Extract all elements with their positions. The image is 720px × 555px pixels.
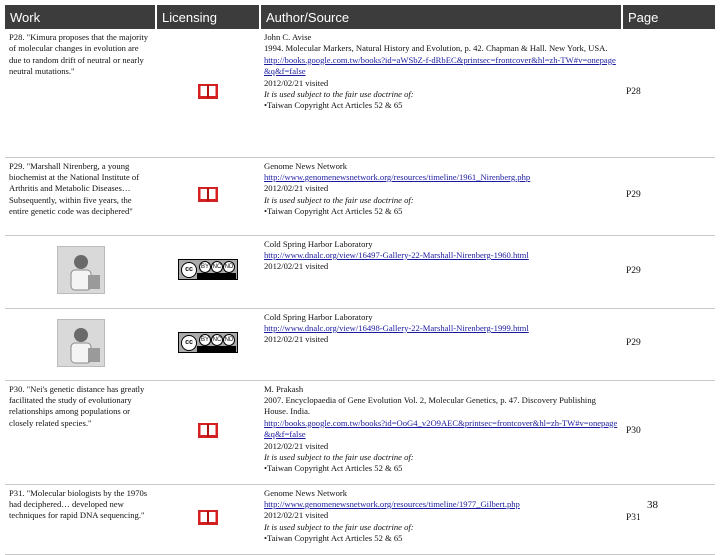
book-icon	[198, 422, 218, 439]
work-text: P29. "Marshall Nirenberg, a young biochemist at the National Institute of Arthritis and Metabolic Diseases… Subsequently, within five years, the entire genetic code was deciphered"	[9, 160, 140, 217]
page-ref: P30	[626, 426, 641, 437]
cc-icon: cc	[181, 262, 197, 278]
source-line: Genome News Network	[264, 487, 348, 498]
page-cell	[622, 484, 715, 554]
source-cell	[260, 308, 622, 380]
table-header-row	[5, 5, 715, 29]
book-icon	[198, 509, 218, 526]
source-line: 2007. Encyclopaedia of Gene Evolution Vol. 2, Molecular Genetics, p. 47. Discovery Publishing House. India.	[264, 394, 596, 417]
by-icon: BY	[199, 334, 211, 346]
source-line: 2012/02/21 visited	[264, 77, 329, 88]
book-icon	[198, 83, 218, 100]
table-row	[5, 235, 715, 308]
source-line: •Taiwan Copyright Act Articles 52 & 65	[264, 463, 403, 474]
page-ref: P29	[626, 190, 641, 201]
source-line: It is used subject to the fair use doctrine of:	[264, 521, 414, 532]
source-line: Cold Spring Harbor Laboratory	[264, 238, 373, 249]
work-text: P31. "Molecular biologists by the 1970s had deciphered… developed new techniques for rapid DNA sequencing."	[9, 487, 148, 521]
source-line: 2012/02/21 visited	[264, 261, 329, 272]
nd-icon: ND	[223, 334, 235, 346]
source-line: 2012/02/21 visited	[264, 440, 329, 451]
source-line: 2012/02/21 visited	[264, 334, 329, 345]
nd-icon: ND	[223, 261, 235, 273]
credits-table	[5, 5, 715, 555]
table-row	[5, 29, 715, 157]
cc-by-nc-nd-badge	[178, 259, 238, 280]
source-line: It is used subject to the fair use doctrine of:	[264, 451, 414, 462]
work-cell	[5, 235, 156, 308]
cc-by-nc-nd-badge	[178, 332, 238, 353]
source-link[interactable]: http://books.google.com.tw/books?id=aWSbZ-f-dRbEC&printsec=frontcover&hl=zh-TW#v=onepage&q&f=false	[264, 54, 616, 77]
licensing-cell	[156, 484, 260, 554]
work-cell	[5, 308, 156, 380]
licensing-cell	[156, 29, 260, 157]
source-line: 2012/02/21 visited	[264, 183, 329, 194]
work-text: P28. "Kimura proposes that the majority of molecular changes in evolution are due to random drift of neutral or nearly neutral mutations."	[9, 32, 149, 77]
header-author-source: Author/Source	[260, 5, 622, 29]
source-line: •Taiwan Copyright Act Articles 52 & 65	[264, 533, 403, 544]
source-line: •Taiwan Copyright Act Articles 52 & 65	[264, 100, 403, 111]
page-cell	[622, 29, 715, 157]
licensing-cell	[156, 380, 260, 484]
work-cell	[5, 484, 156, 554]
book-icon	[198, 186, 218, 203]
header-licensing: Licensing	[156, 5, 260, 29]
source-line: It is used subject to the fair use doctrine of:	[264, 194, 414, 205]
source-line: 1994. Molecular Markers, Natural History and Evolution, p. 42. Chapman & Hall. New York, USA.	[264, 43, 608, 54]
page-cell	[622, 235, 715, 308]
source-cell	[260, 29, 622, 157]
source-line: M. Prakash	[264, 383, 304, 394]
work-cell	[5, 157, 156, 235]
nc-icon: NC	[211, 261, 223, 273]
source-cell	[260, 235, 622, 308]
licensing-cell	[156, 157, 260, 235]
licensing-cell	[156, 235, 260, 308]
page-ref: P28	[626, 87, 641, 98]
source-cell	[260, 484, 622, 554]
licensing-cell	[156, 308, 260, 380]
cc-icon: cc	[181, 335, 197, 351]
page-ref: P29	[626, 338, 641, 349]
table-row	[5, 308, 715, 380]
header-page: Page	[622, 5, 715, 29]
table-row	[5, 380, 715, 484]
page-cell	[622, 308, 715, 380]
cc-label-strip	[197, 346, 236, 352]
nc-icon: NC	[211, 334, 223, 346]
work-text: P30. "Nei's genetic distance has greatly facilitated the study of evolutionary relationships among populations or closely related species."	[9, 383, 145, 428]
nirenberg-1999-photo	[57, 319, 105, 367]
source-line: 2012/02/21 visited	[264, 510, 329, 521]
source-line: John C. Avise	[264, 32, 312, 42]
source-link[interactable]: http://www.genomenewsnetwork.org/resources/timeline/1961_Nirenberg.php	[264, 171, 531, 182]
slide-number: 38	[647, 499, 658, 511]
source-link[interactable]: http://www.dnalc.org/view/16497-Gallery-22-Marshall-Nirenberg-1960.html	[264, 249, 529, 260]
source-line: •Taiwan Copyright Act Articles 52 & 65	[264, 206, 403, 217]
page-ref: P31	[626, 513, 641, 524]
page-cell	[622, 380, 715, 484]
nirenberg-1960-photo	[57, 246, 105, 294]
page-cell	[622, 157, 715, 235]
source-link[interactable]: http://www.genomenewsnetwork.org/resources/timeline/1977_Gilbert.php	[264, 498, 520, 509]
source-line: It is used subject to the fair use doctrine of:	[264, 89, 414, 100]
source-link[interactable]: http://www.dnalc.org/view/16498-Gallery-22-Marshall-Nirenberg-1999.html	[264, 322, 529, 333]
source-line: Genome News Network	[264, 160, 348, 171]
cc-label-strip	[197, 273, 236, 279]
table-row	[5, 157, 715, 235]
work-cell	[5, 380, 156, 484]
work-cell	[5, 29, 156, 157]
table-row	[5, 484, 715, 554]
source-link[interactable]: http://books.google.com.tw/books?id=OoG4_v2O9AEC&printsec=frontcover&hl=zh-TW#v=onepage&q&f=false	[264, 417, 618, 440]
by-icon: BY	[199, 261, 211, 273]
source-cell	[260, 157, 622, 235]
header-work: Work	[5, 5, 156, 29]
page-ref: P29	[626, 265, 641, 276]
source-cell	[260, 380, 622, 484]
source-line: Cold Spring Harbor Laboratory	[264, 311, 373, 322]
